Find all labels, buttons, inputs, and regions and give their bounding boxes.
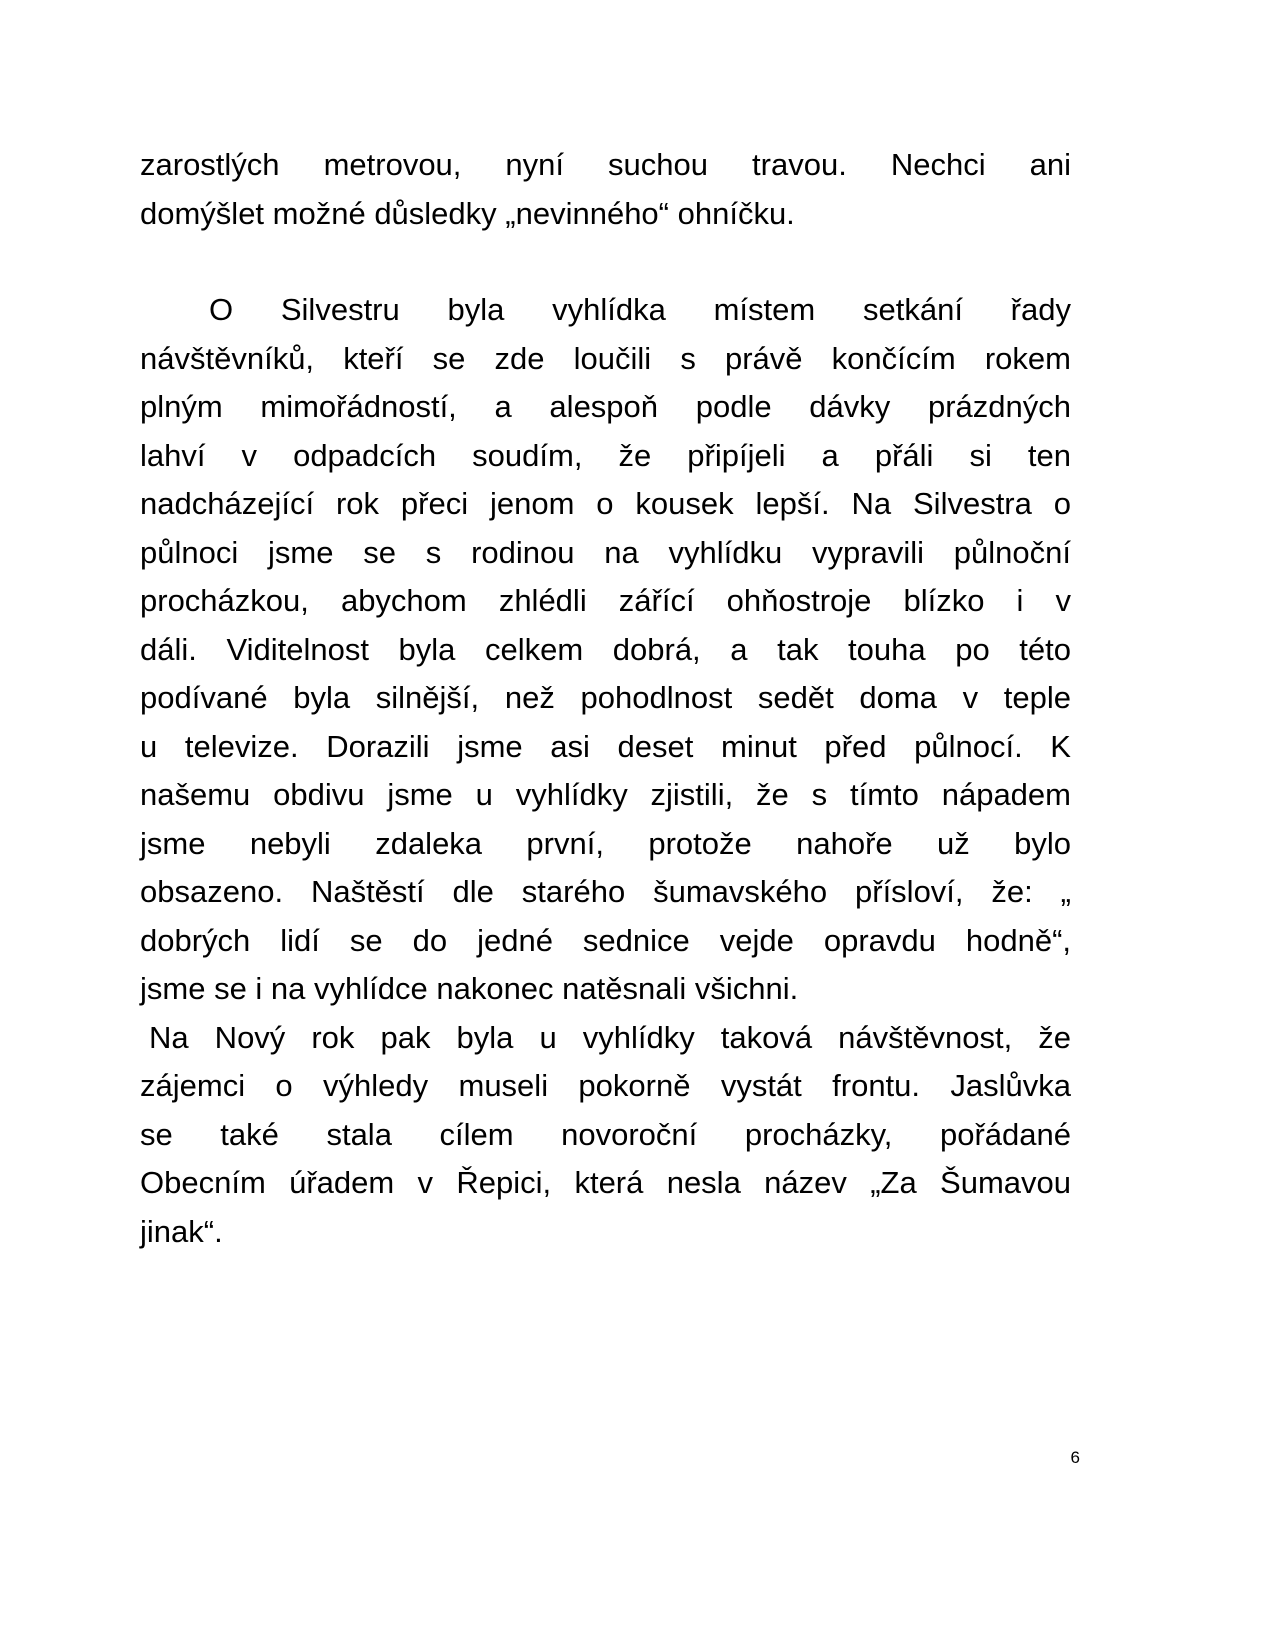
text-line: dobrých lidí se do jedné sednice vejde opravdu hodně“, [140,922,1071,958]
text-line: Obecním úřadem v Řepici, která nesla název „Za Šumavou [140,1165,1071,1200]
text-line: dáli. Viditelnost byla celkem dobrá, a tak touha po této [140,631,1071,667]
paragraph-2 [140,286,1071,1256]
text-line: u televize. Dorazili jsme asi deset minut před půlnocí. K [140,728,1071,764]
text-line: návštěvníků, kteří se zde loučili s právě končícím rokem [140,340,1071,376]
text-line: našemu obdivu jsme u vyhlídky zjistili, že s tímto nápadem [140,777,1071,812]
text-line: nadcházející rok přeci jenom o kousek lepší. Na Silvestra o [140,486,1071,521]
text-line: půlnoci jsme se s rodinou na vyhlídku vypravili půlnoční [140,534,1071,570]
text-line: plným mimořádností, a alespoň podle dávky prázdných [140,389,1071,424]
text-line-indented: O Silvestru byla vyhlídka místem setkání řady [209,292,1071,327]
text-line: jinak“. [140,1213,223,1249]
text-line: procházkou, abychom zhlédli zářící ohňostroje blízko i v [140,583,1071,618]
text-line: zarostlých metrovou, nyní suchou travou. Nechci ani [140,147,1071,182]
text-line: obsazeno. Naštěstí dle starého šumavského přísloví, že: „ [140,874,1071,909]
text-line: jsme se i na vyhlídce nakonec natěsnali všichni. [140,971,799,1006]
text-line: podívané byla silnější, než pohodlnost sedět doma v teple [140,680,1071,715]
text-line: zájemci o výhledy museli pokorně vystát frontu. Jaslůvka [140,1068,1071,1103]
page-number: 6 [1070,1448,1080,1467]
text-line: domýšlet možné důsledky „nevinného“ ohníčku. [140,195,795,231]
text-line: jsme nebyli zdaleka první, protože nahoře už bylo [140,825,1071,861]
paragraph-1 [140,141,1071,238]
text-line: lahví v odpadcích soudím, že připíjeli a přáli si ten [140,437,1071,473]
text-line: Na Nový rok pak byla u vyhlídky taková návštěvnost, že [149,1019,1071,1055]
text-line: se také stala cílem novoroční procházky, pořádané [140,1116,1071,1152]
